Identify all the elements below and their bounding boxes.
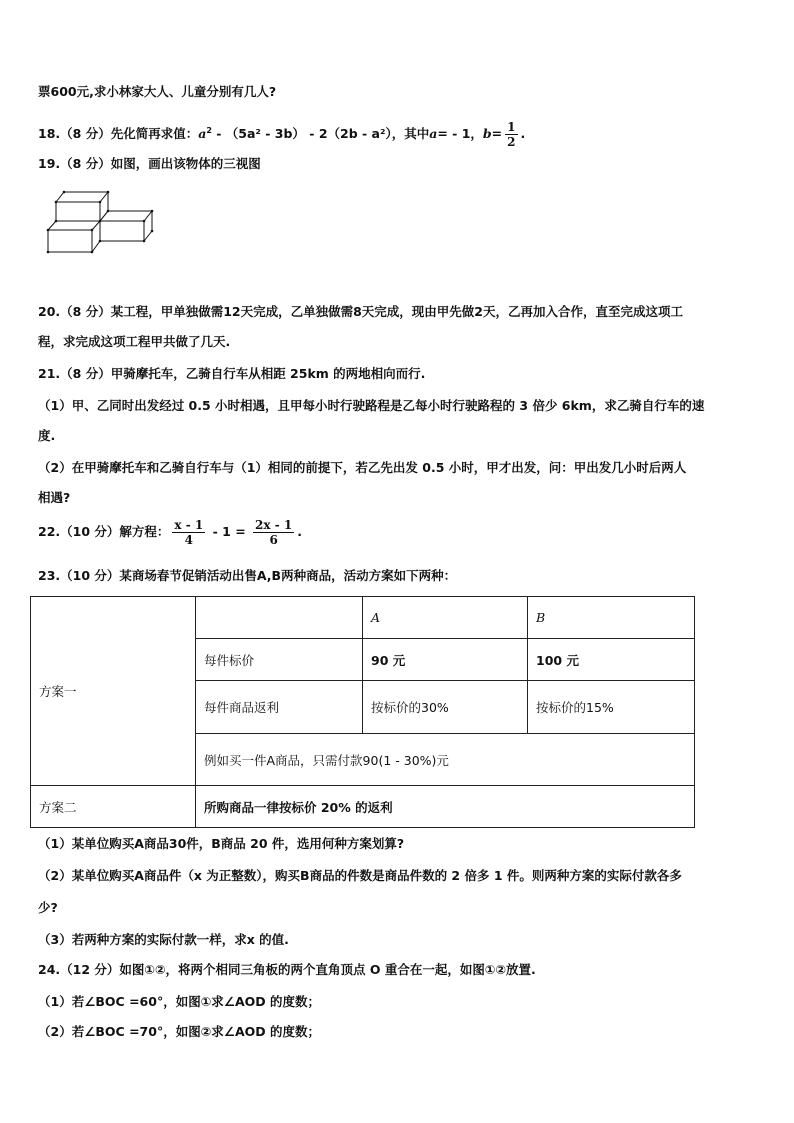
q21-part1-line1: （1）甲、乙同时出发经过 0.5 小时相遇，且甲每小时行驶路程是乙每小时行驶路程的 3 倍少 6km，求乙骑自行车的速 xyxy=(38,398,705,413)
row2-label: 每件商品返利 xyxy=(196,681,363,734)
row2-a: 按标价的30% xyxy=(363,681,528,734)
q24: 24.（12 分）如图①②，将两个相同三角板的两个直角顶点 O 重合在一起，如图①②放置. xyxy=(38,962,536,977)
q18-cond-b-eq: = xyxy=(491,126,503,141)
q21: 21.（8 分）甲骑摩托车，乙骑自行车从相距 25km 的两地相向而行. xyxy=(38,366,426,381)
q22-fraction-right xyxy=(253,518,294,547)
table-head-a: A xyxy=(363,597,528,639)
q23-part1: （1）某单位购买A商品30件，B商品 20 件，选用何种方案划算? xyxy=(38,836,405,851)
q23-part2-line2: 少? xyxy=(38,900,58,915)
q23-part2-line1: （2）某单位购买A商品件（x 为正整数），购买B商品的件数是商品件数的 2 倍多 1 件。则两种方案的实际付款各多 xyxy=(38,868,682,883)
q22-end: . xyxy=(297,524,302,539)
q22-f1-num: x - 1 xyxy=(174,518,204,532)
q23: 23.（10 分）某商场春节促销活动出售A,B两种商品，活动方案如下两种： xyxy=(38,568,457,583)
table-head-b: B xyxy=(528,597,695,639)
q22-fraction-left xyxy=(172,518,205,547)
q20-line1: 20.（8 分）某工程，甲单独做需12天完成，乙单独做需8天完成，现由甲先做2天，乙再加入合作，直至完成这项工 xyxy=(38,304,683,319)
q22-mid: - 1 = xyxy=(208,524,251,539)
q18-cond-a-val: = - 1， xyxy=(437,126,483,141)
q21-part2-line1: （2）在甲骑摩托车和乙骑自行车与（1）相同的前提下，若乙先出发 0.5 小时，甲才出发，问：甲出发几小时后两人 xyxy=(38,460,687,475)
q22-f2-den: 6 xyxy=(269,533,278,547)
q22-f1-den: 4 xyxy=(184,533,193,547)
plan2-label: 方案二 xyxy=(31,786,196,828)
q21-part2-line2: 相遇? xyxy=(38,490,71,505)
q18-prefix: 18.（8 分）先化简再求值： xyxy=(38,126,199,141)
q20-line2: 程，求完成这项工程甲共做了几天. xyxy=(38,334,231,349)
q17-tail: 票600元,求小林家大人、儿童分别有几人? xyxy=(38,84,277,99)
example-row: 例如买一件A商品，只需付款90(1 - 30%)元 xyxy=(196,734,695,786)
q22-prefix: 22.（10 分）解方程： xyxy=(38,524,170,539)
q18-frac-num: 1 xyxy=(507,120,516,134)
row1-label: 每件标价 xyxy=(196,639,363,681)
q24-part1: （1）若∠BOC =60°，如图①求∠AOD 的度数； xyxy=(38,994,321,1009)
q18-fraction xyxy=(505,120,517,149)
plan1-label: 方案一 xyxy=(31,597,196,786)
q22 xyxy=(38,518,756,547)
q18-frac-den: 2 xyxy=(507,135,516,149)
promotion-table xyxy=(30,596,695,828)
row1-b: 100 元 xyxy=(528,639,695,681)
q18-expr-a: a xyxy=(198,126,207,141)
q18: 18.（8 分）先化简再求值：$a^2 - (5a^2 - 3b) - 2(2b - a^2)$，其中a= - 1，b= $\frac{1}{2}$ . xyxy=(38,120,526,149)
q21-part1-line2: 度. xyxy=(38,428,56,443)
q18-expr-rest: - （5a² - 3b） - 2（2b - a²），其中 xyxy=(211,126,430,141)
q18-cond-b: b xyxy=(482,126,492,141)
q19: 19.（8 分）如图，画出该物体的三视图 xyxy=(38,156,261,171)
q18-cond-a: a xyxy=(429,126,438,141)
row1-a: 90 元 xyxy=(363,639,528,681)
plan2-text: 所购商品一律按标价 20% 的返利 xyxy=(196,786,695,828)
three-cubes-figure xyxy=(44,188,156,256)
q23-part3: （3）若两种方案的实际付款一样，求x 的值. xyxy=(38,932,289,947)
row2-b: 按标价的15% xyxy=(528,681,695,734)
q18-end: . xyxy=(520,126,526,141)
q22-f2-num: 2x - 1 xyxy=(255,518,293,532)
q24-part2: （2）若∠BOC =70°，如图②求∠AOD 的度数； xyxy=(38,1024,321,1039)
